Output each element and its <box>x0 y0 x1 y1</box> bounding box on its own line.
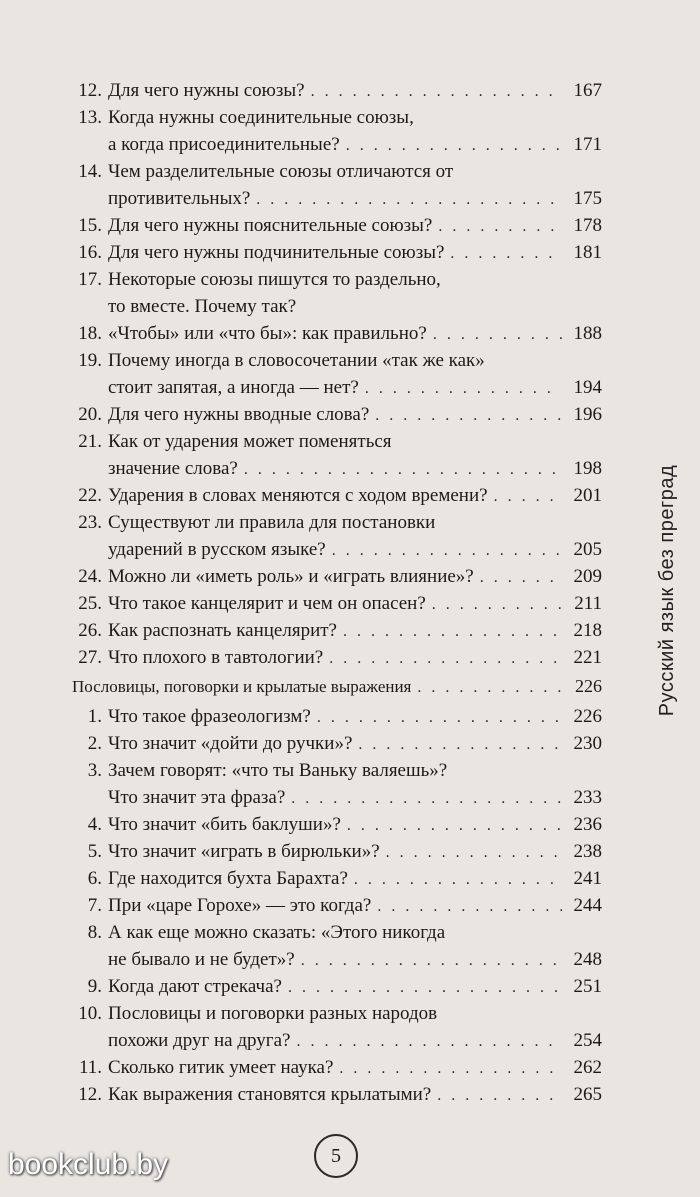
toc-entry-title: Что такое фразеологизм? <box>108 706 311 727</box>
toc-entry-page: 244 <box>573 895 602 916</box>
toc-entry-page: 262 <box>573 1057 602 1078</box>
toc-entry-page: 248 <box>573 949 602 970</box>
toc-entry-title: стоит запятая, а иногда — нет? <box>108 377 359 398</box>
section-heading <box>72 673 602 700</box>
dot-leader <box>291 785 562 812</box>
dot-leader <box>432 591 562 618</box>
toc-entry-page: 211 <box>574 593 602 614</box>
watermark: bookclub.by <box>8 1148 169 1181</box>
toc-entry-number: 9. <box>87 976 102 997</box>
dot-leader <box>365 375 562 402</box>
dot-leader <box>301 947 562 974</box>
toc-entry-title: Для чего нужны вводные слова? <box>108 404 370 425</box>
toc-entry-title: не бывало и не будет»? <box>108 949 295 970</box>
toc-entry-title: При «царе Горохе» — это когда? <box>108 895 372 916</box>
toc-entry-title: Как распознать канцелярит? <box>108 620 337 641</box>
toc-entry-page: 221 <box>573 647 602 668</box>
toc-entry-page: 226 <box>573 706 602 727</box>
toc-entry-title: Почему иногда в словосочетании «так же как» <box>108 350 485 371</box>
toc-entry-number: 25. <box>78 593 102 614</box>
toc-entry-title: то вместе. Почему так? <box>108 296 297 317</box>
dot-leader <box>332 537 562 564</box>
toc-entry-title: Зачем говорят: «что ты Ваньку валяешь»? <box>108 760 448 781</box>
toc-entry-title: Для чего нужны пояснительные союзы? <box>108 215 433 236</box>
toc-entry-number: 12. <box>78 1084 102 1105</box>
dot-leader <box>375 402 562 429</box>
toc-entry-title: Что значит «бить баклуши»? <box>108 814 341 835</box>
toc-entry-page: 241 <box>573 868 602 889</box>
toc-entry-page: 209 <box>573 566 602 587</box>
dot-leader <box>317 704 562 731</box>
toc-entry-page: 233 <box>573 787 602 808</box>
dot-leader <box>347 812 562 839</box>
toc-entry-number: 15. <box>78 215 102 236</box>
toc-entry-number: 16. <box>78 242 102 263</box>
dot-leader <box>354 866 562 893</box>
toc-entry-page: 238 <box>573 841 602 862</box>
toc-entry-number: 3. <box>87 760 102 781</box>
dot-leader <box>358 731 562 758</box>
toc-entry-page: 194 <box>573 377 602 398</box>
dot-leader <box>494 483 562 510</box>
toc-entry-title: а когда присоединительные? <box>108 134 340 155</box>
toc-entry-page: 175 <box>573 188 602 209</box>
toc-entry-page: 254 <box>573 1030 602 1051</box>
dot-leader <box>329 645 562 672</box>
toc-entry-page: 251 <box>573 976 602 997</box>
dot-leader <box>244 456 562 483</box>
toc-entry-page: 218 <box>573 620 602 641</box>
dot-leader <box>296 1028 562 1055</box>
toc-entry-page: 171 <box>573 134 602 155</box>
toc-entry-title: Ударения в словах меняются с ходом времени? <box>108 485 488 506</box>
toc-entry-title: Как выражения становятся крылатыми? <box>108 1084 432 1105</box>
toc-entry-number: 21. <box>78 431 102 452</box>
toc-entry-title: Что плохого в тавтологии? <box>108 647 324 668</box>
toc-entry-page: 205 <box>573 539 602 560</box>
toc-entry-title: противительных? <box>108 188 251 209</box>
running-title <box>648 140 688 1040</box>
toc-entry-page: 265 <box>573 1084 602 1105</box>
dot-leader <box>417 674 562 701</box>
toc-entry-title: Для чего нужны союзы? <box>108 80 305 101</box>
toc-entry-page: 236 <box>573 814 602 835</box>
toc-entry-title: Когда дают стрекача? <box>108 976 282 997</box>
toc-entry-title: Некоторые союзы пишутся то раздельно, <box>108 269 441 290</box>
toc-entry-number: 1. <box>87 706 102 727</box>
toc-entry-number: 4. <box>87 814 102 835</box>
dot-leader <box>386 839 562 866</box>
dot-leader <box>438 213 562 240</box>
toc-entry-title: А как еще можно сказать: «Этого никогда <box>108 922 446 943</box>
toc-entry-title: Как от ударения может поменяться <box>108 431 392 452</box>
toc-entry-number: 2. <box>87 733 102 754</box>
toc-entry-number: 24. <box>78 566 102 587</box>
dot-leader <box>343 618 562 645</box>
toc-entry-number: 11. <box>78 1057 102 1078</box>
toc-entry-number: 6. <box>87 868 102 889</box>
toc-entry-title: ударений в русском языке? <box>108 539 326 560</box>
toc-entry-number: 22. <box>78 485 102 506</box>
toc-entry-number: 13. <box>78 107 102 128</box>
toc-entry-page: 198 <box>573 458 602 479</box>
dot-leader <box>433 321 562 348</box>
dot-leader <box>437 1082 562 1109</box>
toc-entry-number: 12. <box>78 80 102 101</box>
dot-leader <box>339 1055 562 1082</box>
toc-entry-title: Можно ли «иметь роль» и «играть влияние»? <box>108 566 474 587</box>
dot-leader <box>288 974 562 1001</box>
toc-entry-title: похожи друг на друга? <box>108 1030 291 1051</box>
running-title-text: Русский язык без преград <box>656 464 679 716</box>
dot-leader <box>480 564 562 591</box>
toc-entry-number: 8. <box>87 922 102 943</box>
toc-entry-number: 5. <box>87 841 102 862</box>
toc-entry-title: Когда нужны соединительные союзы, <box>108 107 414 128</box>
toc-entry-title: Что такое канцелярит и чем он опасен? <box>108 593 426 614</box>
dot-leader <box>346 132 562 159</box>
toc-entry-number: 7. <box>87 895 102 916</box>
toc-entry-title: Что значит «играть в бирюльки»? <box>108 841 380 862</box>
dot-leader <box>256 186 562 213</box>
toc-entry-number: 17. <box>78 269 102 290</box>
section-title: Пословицы, поговорки и крылатые выражения <box>72 677 412 696</box>
toc-entry-page: 230 <box>573 733 602 754</box>
page-number-circle <box>314 1134 358 1178</box>
toc-entry-title: Что значит «дойти до ручки»? <box>108 733 353 754</box>
toc-entry-title: Сколько гитик умеет наука? <box>108 1057 334 1078</box>
toc-entry-page: 188 <box>573 323 602 344</box>
toc-entry-number: 23. <box>78 512 102 533</box>
toc-entry-number: 18. <box>78 323 102 344</box>
toc-entry-title: Что значит эта фраза? <box>108 787 286 808</box>
toc-entry-page: 167 <box>573 80 602 101</box>
toc-entry-title: «Чтобы» или «что бы»: как правильно? <box>108 323 427 344</box>
toc-entry-page: 196 <box>573 404 602 425</box>
toc-entry-title: Существуют ли правила для постановки <box>108 512 436 533</box>
toc-entry-number: 10. <box>78 1003 102 1024</box>
toc-entry-title: Для чего нужны подчинительные союзы? <box>108 242 445 263</box>
toc-entry-number: 20. <box>78 404 102 425</box>
toc-entry-title: Чем разделительные союзы отличаются от <box>108 161 454 182</box>
toc-entry-title: значение слова? <box>108 458 238 479</box>
toc-entry-number: 14. <box>78 161 102 182</box>
toc-entry-number: 26. <box>78 620 102 641</box>
toc-entry-page: 201 <box>573 485 602 506</box>
toc-entry-number: 27. <box>78 647 102 668</box>
toc-entry-page: 181 <box>573 242 602 263</box>
dot-leader <box>311 78 562 105</box>
toc-entry-title: Пословицы и поговорки разных народов <box>108 1003 438 1024</box>
toc-entry-page: 178 <box>573 215 602 236</box>
dot-leader <box>450 240 562 267</box>
section-page: 226 <box>575 676 602 696</box>
toc-entry-title: Где находится бухта Барахта? <box>108 868 348 889</box>
toc-entry-number: 19. <box>78 350 102 371</box>
page-number: 5 <box>331 1144 341 1167</box>
dot-leader <box>377 893 562 920</box>
